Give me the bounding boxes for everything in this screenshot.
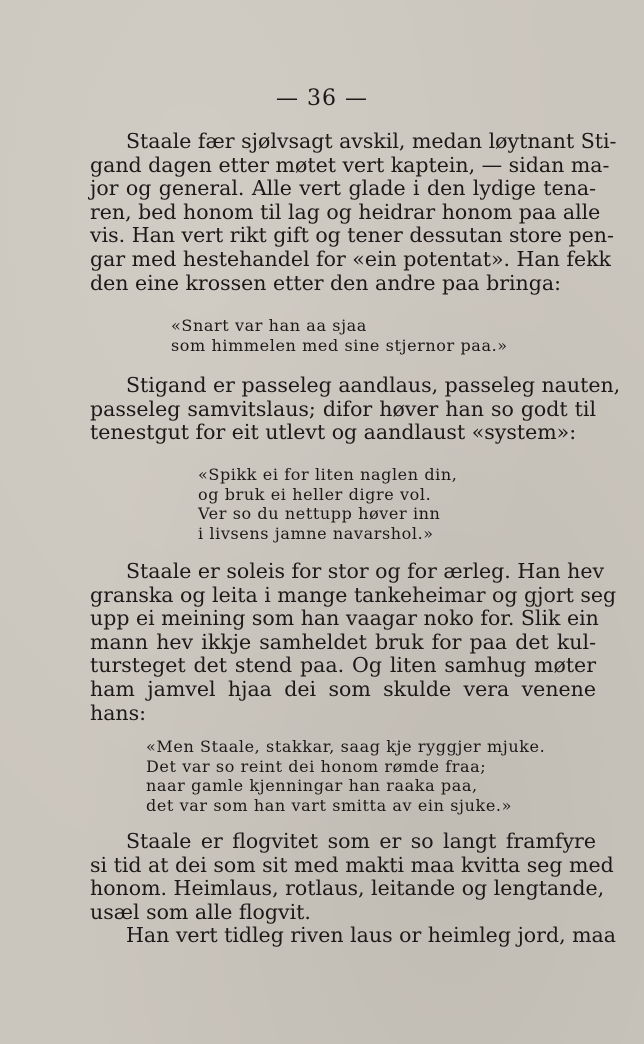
- verse-line: det var som han vart smitta av ein sjuke.»: [146, 795, 512, 815]
- verse-1: [171, 316, 508, 355]
- paragraph-1: [90, 129, 617, 295]
- paragraph-line: gar med hestehandel for «ein potentat». Han fekk: [90, 246, 611, 271]
- paragraph-line: hans:: [90, 700, 147, 725]
- paragraph-line: upp ei meining som han vaagar noko for. Slik ein: [90, 606, 599, 631]
- verse-line: og bruk ei heller digre vol.: [198, 484, 432, 504]
- verse-3: [146, 737, 545, 815]
- verse-2: [198, 465, 457, 543]
- paragraph-line: Stigand er passeleg aandlaus, passeleg nauten,: [126, 373, 621, 397]
- paragraph-line: mann hev ikkje samheldet bruk for paa det kul-: [90, 629, 596, 654]
- paragraph-2: [90, 373, 621, 445]
- verse-line: Ver so du nettupp høver inn: [198, 504, 441, 523]
- verse-line: «Snart var han aa sjaa: [171, 316, 367, 335]
- paragraph-line: ren, bed honom til lag og heidrar honom paa alle: [90, 199, 601, 224]
- paragraph-line: gand dagen etter møtet vert kaptein, — sidan ma-: [90, 152, 610, 177]
- verse-line: «Spikk ei for liten naglen din,: [198, 465, 458, 484]
- paragraph-line: Han vert tidleg riven laus or heimleg jord, maa: [126, 923, 616, 947]
- verse-line: i livsens jamne navarshol.»: [198, 523, 434, 543]
- verse-line: som himmelen med sine stjernor paa.»: [171, 335, 508, 355]
- paragraph-4: [90, 829, 614, 924]
- paragraph-line: passeleg samvitslaus; difor høver han so godt til: [90, 396, 596, 421]
- paragraph-line: Staale fær sjølvsagt avskil, medan løytnant Sti-: [126, 129, 617, 153]
- page-number: — 36 —: [276, 86, 368, 111]
- paragraph-line: jor og general. Alle vert glade i den lydige tena-: [90, 176, 596, 201]
- paragraph-line: granska og leita i mange tankeheimar og gjort seg: [90, 582, 617, 607]
- paragraph-line: tenestgut for eit utlevt og aandlaust «system»:: [90, 420, 577, 445]
- paragraph-line: ham jamvel hjaa dei som skulde vera venene: [90, 676, 596, 701]
- verse-line: Det var so reint dei honom rømde fraa;: [146, 756, 487, 776]
- paragraph-line: den eine krossen etter den andre paa bringa:: [90, 270, 562, 295]
- paragraph-line: usæl som alle flogvit.: [90, 899, 311, 924]
- paragraph-line: tursteget det stend paa. Og liten samhug møter: [90, 653, 596, 678]
- paragraph-line: vis. Han vert rikt gift og tener dessutan store pen-: [90, 223, 614, 248]
- paragraph-5: [90, 923, 616, 948]
- paragraph-3: [90, 559, 617, 725]
- verse-line: naar gamle kjenningar han raaka paa,: [146, 776, 478, 795]
- verse-line: «Men Staale, stakkar, saag kje ryggjer mjuke.: [146, 737, 546, 756]
- paragraph-line: Staale er flogvitet som er so langt framfyre: [126, 829, 596, 853]
- paragraph-line: si tid at dei som sit med makti maa kvitta seg med: [90, 852, 614, 877]
- paragraph-line: honom. Heimlaus, rotlaus, leitande og lengtande,: [90, 876, 605, 901]
- paragraph-line: Staale er soleis for stor og for ærleg. Han hev: [126, 559, 605, 583]
